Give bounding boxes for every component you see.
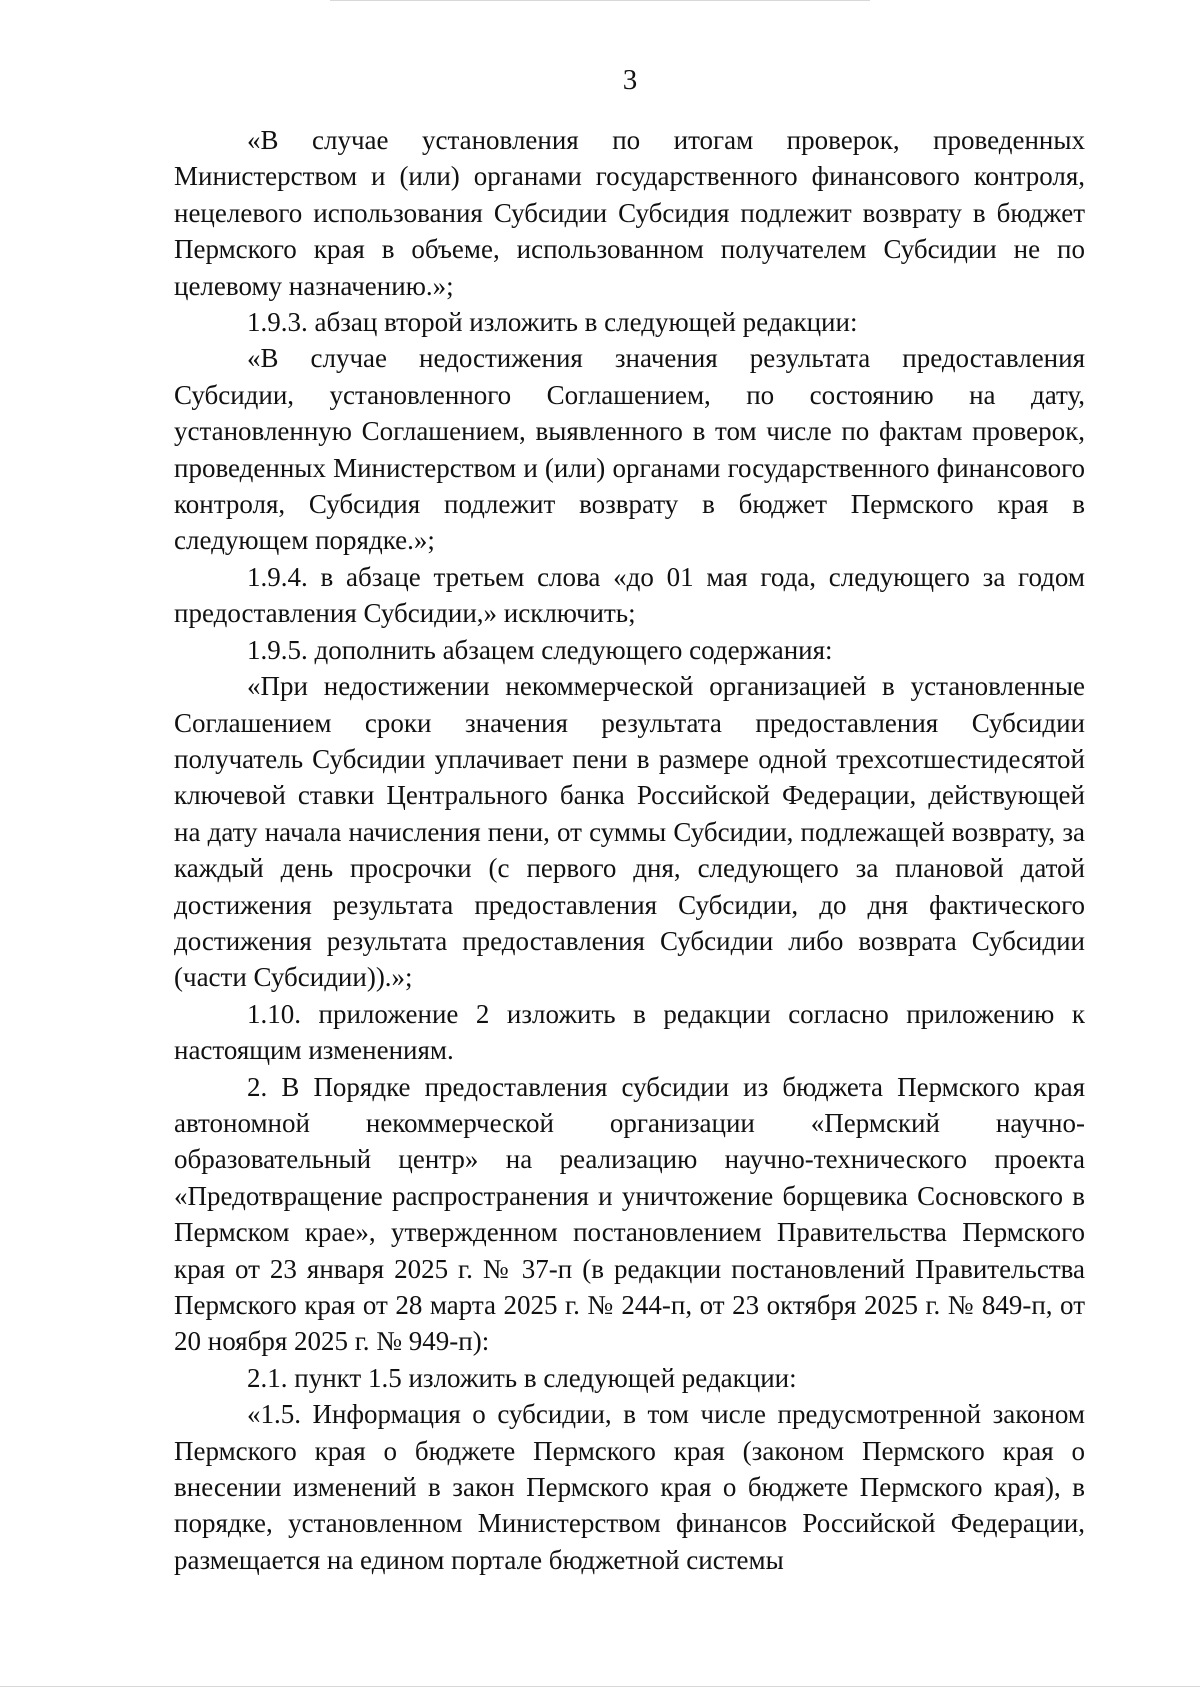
paragraph-item-2: 2. В Порядке предоставления субсидии из бюджета Пермского края автономной некоммерческой организации «Пермский научно-образовательный центр» на реализацию научно-технического проекта «Предотвращение распространения и уничтожение борщевика Сосновского в Пермском крае», утвержденном постановлением Правительства Пермского края от 23 января 2025 г. № 37-п (в редакции постановлений Правительства Пермского края от 28 марта 2025 г. № 244-п, от 23 октября 2025 г. № 849-п, от 20 ноября 2025 г. № 949-п): [174,1071,1085,1357]
scan-edge-mark-bottom [0,1686,1200,1687]
paragraph-item-2-1: 2.1. пункт 1.5 изложить в следующей редакции: [247,1362,797,1393]
page-number: 3 [622,64,638,96]
document-body [174,122,1085,1578]
paragraph-item-1-9-5: 1.9.5. дополнить абзацем следующего содержания: [247,634,833,665]
paragraph-subsidy-misuse-return: «В случае установления по итогам проверок, проведенных Министерством и (или) органами государственного финансового контроля, нецелевого использования Субсидии Субсидия подлежит возврату в бюджет Пермского края в объеме, использованном получателем Субсидии не по целевому назначению.»; [174,125,1085,301]
paragraph-item-1-9-4: 1.9.4. в абзаце третьем слова «до 01 мая года, следующего за годом предоставления Субсидии,» исключить; [174,561,1085,629]
paragraph-result-not-achieved-return: «В случае недостижения значения результата предоставления Субсидии, установленного Соглашением, по состоянию на дату, установленную Соглашением, выявленного в том числе по фактам проверок, проведенных Министерством и (или) органами государственного финансового контроля, Субсидия подлежит возврату в бюджет Пермского края в следующем порядке.»; [174,343,1085,556]
paragraph-item-1-10: 1.10. приложение 2 изложить в редакции согласно приложению к настоящим изменениям. [174,998,1085,1066]
scan-edge-mark-top [330,0,870,1]
paragraph-penalty: «При недостижении некоммерческой организацией в установленные Соглашением сроки значения результата предоставления Субсидии получатель Субсидии уплачивает пени в размере одной трехсотшестидесятой ключевой ставки Центрального банка Российской Федерации, действующей на дату начала начисления пени, от суммы Субсидии, подлежащей возврату, за каждый день просрочки (с первого дня, следующего за плановой датой достижения результата предоставления Субсидии, до дня фактического достижения результата предоставления Субсидии либо возврата Субсидии (части Субсидии)).»; [174,671,1085,993]
paragraph-item-1-5-information: «1.5. Информация о субсидии, в том числе предусмотренной законом Пермского края о бюджете Пермского края (законом Пермского края о внесении изменений в закон Пермского края о бюджете Пермского края), в порядке, установленном Министерством финансов Российской Федерации, размещается на едином портале бюджетной системы [174,1399,1085,1575]
paragraph-item-1-9-3: 1.9.3. абзац второй изложить в следующей редакции: [247,307,858,338]
